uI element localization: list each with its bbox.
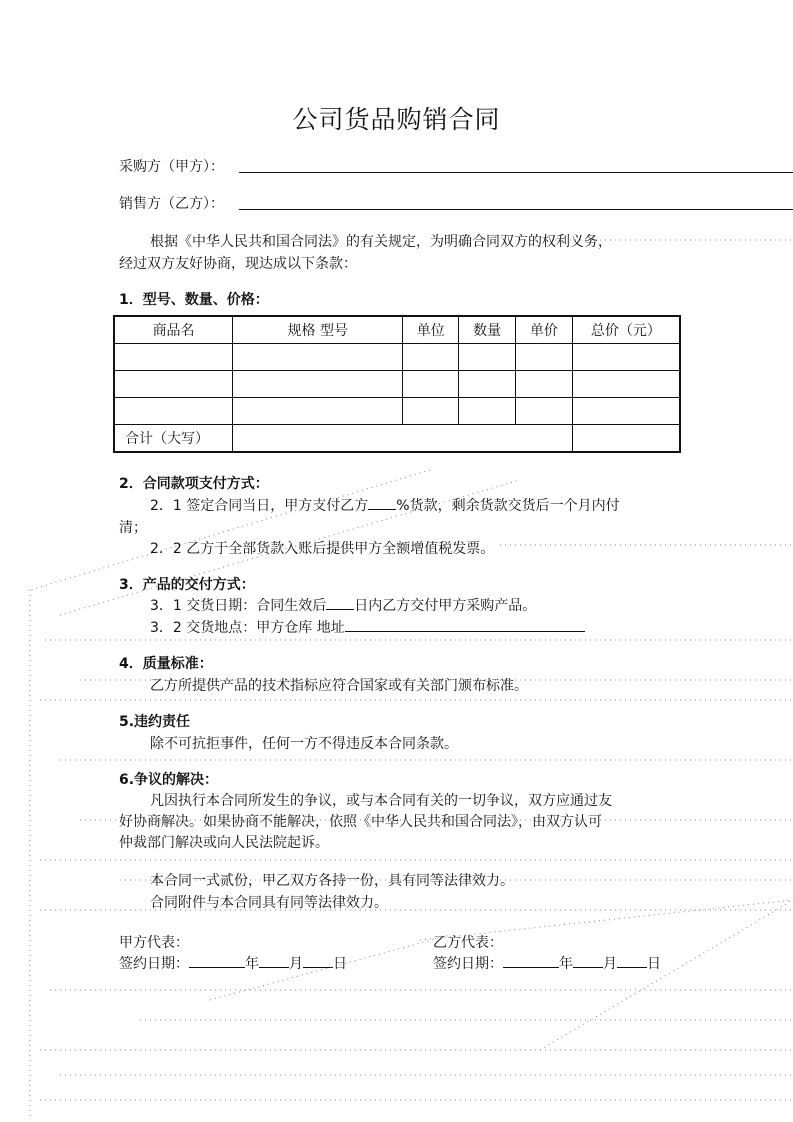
day-label: 日 <box>647 956 661 972</box>
clause-2-1 <box>150 495 620 515</box>
table-cell[interactable] <box>572 344 680 371</box>
clause-3-1 <box>150 595 536 615</box>
month-blank[interactable] <box>259 953 289 968</box>
day-blank[interactable] <box>617 953 647 968</box>
col-header-price: 单价 <box>515 316 572 344</box>
party-a-sign-date <box>119 953 347 973</box>
table-cell[interactable] <box>459 371 516 398</box>
table-row <box>114 344 680 371</box>
final-clause-2: 合同附件与本合同具有同等法律效力。 <box>150 895 388 911</box>
clause-2-2: 2．2 乙方于全部货款入账后提供甲方全额增值税发票。 <box>150 541 495 557</box>
table-cell[interactable] <box>515 398 572 425</box>
buyer-label: 采购方（甲方）： <box>119 159 224 175</box>
clause-6-line-3: 仲裁部门解决或向人民法院起诉。 <box>119 835 329 851</box>
section-4-heading: 4．质量标准： <box>119 656 213 672</box>
section-3-heading: 3．产品的交付方式： <box>119 577 255 593</box>
party-b-rep-label: 乙方代表： <box>433 935 503 951</box>
col-header-qty: 数量 <box>459 316 516 344</box>
clause-6-line-2: 好协商解决。如果协商不能解决，依照《中华人民共和国合同法》，由双方认可 <box>119 814 602 830</box>
table-sum-row <box>114 425 680 453</box>
buyer-underline <box>239 172 793 173</box>
clause-4-text: 乙方所提供产品的技术指标应符合国家或有关部门颁布标准。 <box>150 678 528 694</box>
year-label: 年 <box>245 956 259 972</box>
table-cell[interactable] <box>572 371 680 398</box>
table-cell[interactable] <box>114 398 233 425</box>
section-5-heading: 5.违约责任 <box>119 714 191 730</box>
document-title: 公司货品购销合同 <box>292 105 501 134</box>
year-blank[interactable] <box>189 953 245 968</box>
col-header-unit: 单位 <box>403 316 459 344</box>
col-header-total: 总价（元） <box>572 316 680 344</box>
section-1-heading: 1．型号、数量、价格： <box>119 292 269 308</box>
table-cell[interactable] <box>403 344 459 371</box>
intro-line-2: 经过双方友好协商，现达成以下条款： <box>119 256 357 272</box>
seller-label: 销售方（乙方）： <box>119 196 224 212</box>
sum-label: 合计（大写） <box>114 425 233 453</box>
address-blank[interactable] <box>345 617 585 632</box>
clause-2-1-text-c: 清； <box>119 520 147 536</box>
table-cell[interactable] <box>572 398 680 425</box>
final-clause-1: 本合同一式贰份，甲乙双方各持一份，具有同等法律效力。 <box>150 873 514 889</box>
table-cell[interactable] <box>459 398 516 425</box>
col-header-product: 商品名 <box>114 316 233 344</box>
table-row <box>114 398 680 425</box>
sign-date-label: 签约日期： <box>433 956 503 972</box>
goods-table <box>113 315 681 453</box>
table-cell[interactable] <box>233 398 403 425</box>
intro-line-1: 根据《中华人民共和国合同法》的有关规定，为明确合同双方的权利义务， <box>150 234 612 250</box>
month-blank[interactable] <box>573 953 603 968</box>
year-label: 年 <box>559 956 573 972</box>
percent-blank[interactable] <box>368 495 396 510</box>
section-2-heading: 2．合同款项支付方式： <box>119 476 269 492</box>
clause-3-2 <box>150 617 585 637</box>
year-blank[interactable] <box>503 953 559 968</box>
party-a-rep-label: 甲方代表： <box>119 935 189 951</box>
col-header-spec: 规格 型号 <box>233 316 403 344</box>
table-cell[interactable] <box>515 344 572 371</box>
party-b-sign-date <box>433 953 661 973</box>
table-cell[interactable] <box>233 371 403 398</box>
days-blank[interactable] <box>326 595 354 610</box>
day-blank[interactable] <box>303 953 333 968</box>
clause-5-text: 除不可抗拒事件，任何一方不得违反本合同条款。 <box>150 736 458 752</box>
table-cell[interactable] <box>114 344 233 371</box>
month-label: 月 <box>603 956 617 972</box>
sum-amount[interactable] <box>572 425 680 453</box>
table-cell[interactable] <box>114 371 233 398</box>
day-label: 日 <box>333 956 347 972</box>
table-cell[interactable] <box>403 371 459 398</box>
clause-3-1-text-b: 日内乙方交付甲方采购产品。 <box>354 598 537 614</box>
clause-3-1-text-a: 3．1 交货日期：合同生效后 <box>150 598 327 614</box>
sign-date-label: 签约日期： <box>119 956 189 972</box>
section-6-heading: 6.争议的解决： <box>119 772 219 788</box>
table-cell[interactable] <box>459 344 516 371</box>
clause-3-2-text: 3．2 交货地点：甲方仓库 地址 <box>150 620 345 636</box>
month-label: 月 <box>289 956 303 972</box>
clause-6-line-1: 凡因执行本合同所发生的争议，或与本合同有关的一切争议，双方应通过友 <box>150 793 612 809</box>
sum-amount-words[interactable] <box>233 425 573 453</box>
table-header-row <box>114 316 680 344</box>
table-cell[interactable] <box>233 344 403 371</box>
table-cell[interactable] <box>403 398 459 425</box>
clause-2-1-text-a: 2．1 签定合同当日，甲方支付乙方 <box>150 498 369 514</box>
table-cell[interactable] <box>515 371 572 398</box>
clause-2-1-text-b: %货款，剩余货款交货后一个月内付 <box>396 498 620 514</box>
table-row <box>114 371 680 398</box>
seller-underline <box>239 209 793 210</box>
